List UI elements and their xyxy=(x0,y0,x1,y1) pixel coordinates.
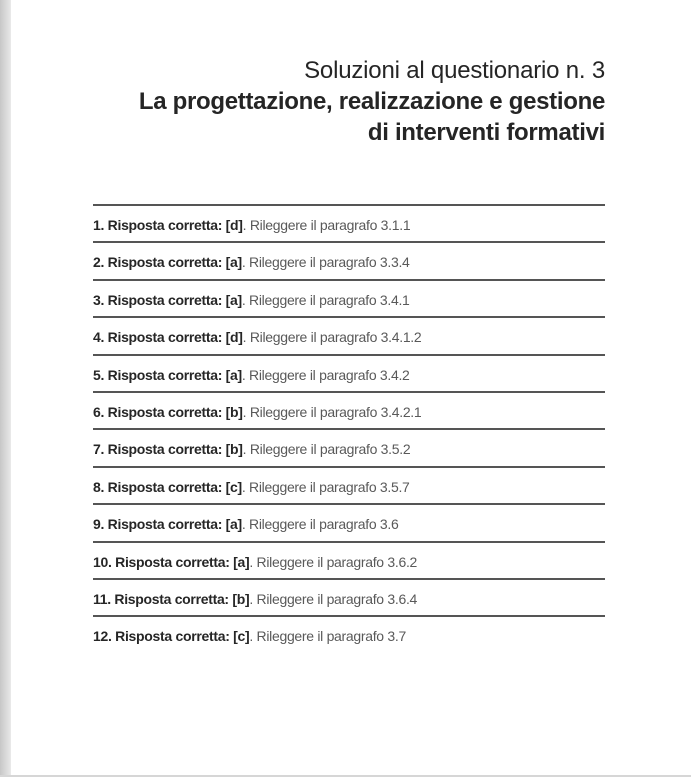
answer-row xyxy=(93,391,605,428)
answer-row xyxy=(93,578,605,615)
document-subtitle: Soluzioni al questionario n. 3 xyxy=(304,57,605,84)
answer-rest: . Rileggere il paragrafo 3.1.1 xyxy=(242,217,411,233)
answer-rest: . Rileggere il paragrafo 3.5.2 xyxy=(242,441,411,458)
answer-bold: 7. Risposta corretta: [b] xyxy=(93,441,243,458)
answer-bold: 9. Risposta corretta: [a] xyxy=(93,516,242,533)
answer-rest: . Rileggere il paragrafo 3.4.2 xyxy=(241,366,410,383)
answer-bold: 4. Risposta corretta: [d] xyxy=(93,329,243,346)
answer-row xyxy=(93,428,605,465)
answer-rest: . Rileggere il paragrafo 3.6.4 xyxy=(249,590,418,607)
answer-row xyxy=(93,615,605,652)
document-header xyxy=(139,55,605,148)
answer-bold: 12. Risposta corretta: [c] xyxy=(93,628,250,645)
answer-bold: 1. Risposta corretta: [d] xyxy=(93,217,243,233)
answer-row xyxy=(93,241,605,278)
answer-row xyxy=(93,204,605,241)
answer-rest: . Rileggere il paragrafo 3.3.4 xyxy=(241,254,410,271)
answer-row xyxy=(93,466,605,503)
page-left-edge xyxy=(0,0,11,777)
answer-rest: . Rileggere il paragrafo 3.4.2.1 xyxy=(242,403,422,420)
answer-rest: . Rileggere il paragrafo 3.7 xyxy=(249,628,406,645)
answer-row xyxy=(93,316,605,353)
answer-rest: . Rileggere il paragrafo 3.5.7 xyxy=(241,478,410,495)
answer-rest: . Rileggere il paragrafo 3.6 xyxy=(241,516,399,533)
document-title-line-2: di interventi formativi xyxy=(367,119,605,146)
answer-bold: 2. Risposta corretta: [a] xyxy=(93,254,242,271)
answer-row xyxy=(93,541,605,578)
answer-row xyxy=(93,503,605,540)
document-title-line-1: La progettazione, realizzazione e gestione xyxy=(138,88,605,115)
answer-row xyxy=(93,354,605,391)
answer-bold: 8. Risposta corretta: [c] xyxy=(93,478,242,495)
answer-bold: 10. Risposta corretta: [a] xyxy=(93,553,250,570)
answer-bold: 5. Risposta corretta: [a] xyxy=(93,366,242,383)
answer-rest: . Rileggere il paragrafo 3.6.2 xyxy=(249,553,418,570)
answer-bold: 11. Risposta corretta: [b] xyxy=(93,590,250,607)
answer-rest: . Rileggere il paragrafo 3.4.1.2 xyxy=(242,329,422,346)
answer-bold: 3. Risposta corretta: [a] xyxy=(93,291,242,308)
answer-rest: . Rileggere il paragrafo 3.4.1 xyxy=(241,291,410,308)
answers-list xyxy=(93,204,605,653)
answer-bold: 6. Risposta corretta: [b] xyxy=(93,403,243,420)
answer-row xyxy=(93,279,605,316)
